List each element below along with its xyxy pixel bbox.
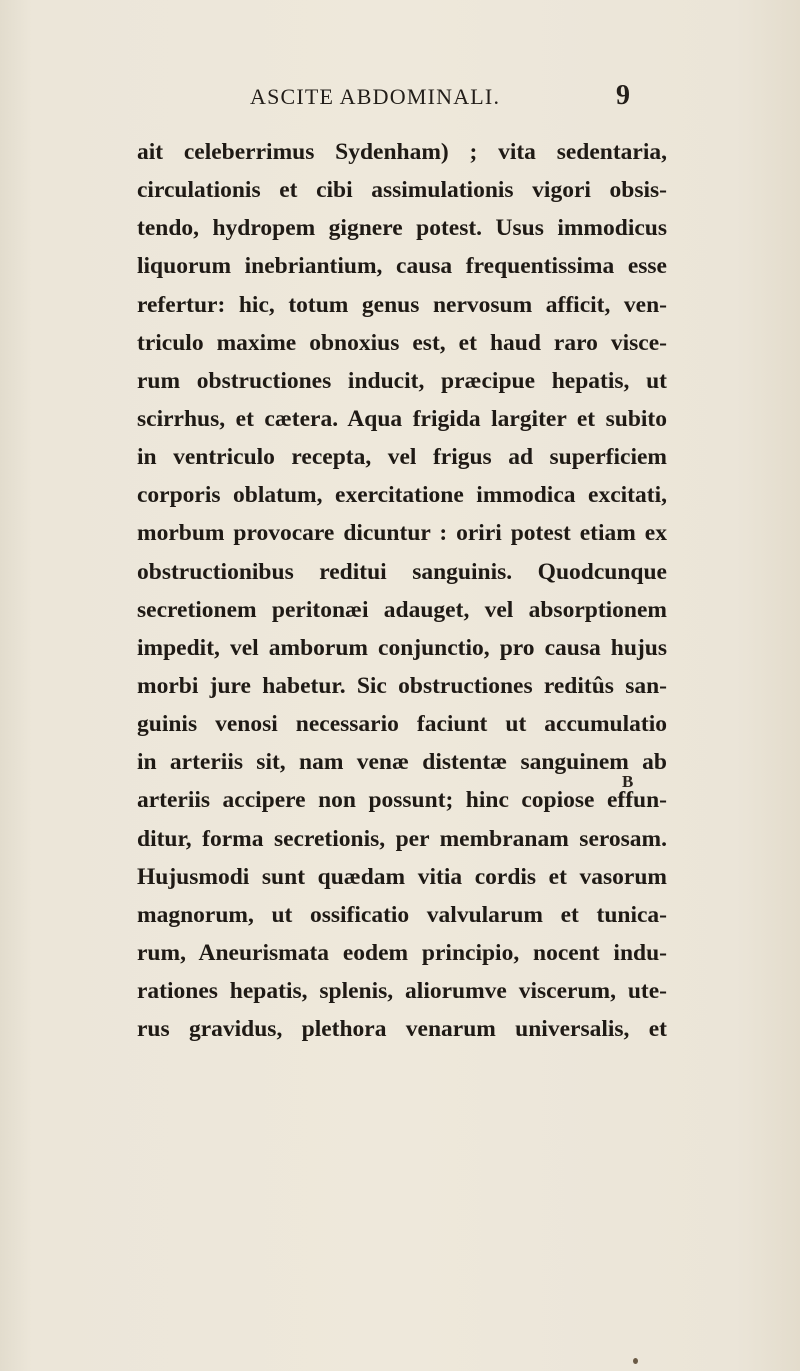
text-line: obstructionibus reditui sanguinis. Quodcunque: [137, 558, 667, 585]
ink-speck: [633, 1358, 638, 1364]
text-line: guinis venosi necessario faciunt ut accumulatio: [137, 711, 667, 738]
text-line: secretionem peritonæi adauget, vel absorptionem: [137, 596, 667, 623]
running-head: [0, 80, 800, 114]
text-line: in arteriis sit, nam venæ distentæ sanguinem ab: [137, 749, 667, 776]
text-line: arteriis accipere non possunt; hinc copiose effun-: [137, 787, 667, 814]
text-line: liquorum inebriantium, causa frequentissima esse: [137, 253, 667, 280]
text-line: rum, Aneurismata eodem principio, nocent indu-: [137, 939, 667, 966]
text-line: morbum provocare dicuntur : oriri potest etiam ex: [137, 520, 667, 547]
text-line: tendo, hydropem gignere potest. Usus immodicus: [137, 215, 667, 242]
text-line: ditur, forma secretionis, per membranam serosam.: [137, 825, 667, 852]
text-line: refertur: hic, totum genus nervosum afficit, ven-: [137, 291, 667, 318]
text-line: impedit, vel amborum conjunctio, pro causa hujus: [137, 634, 667, 661]
text-line: ait celeberrimus Sydenham) ; vita sedentaria,: [137, 139, 667, 165]
text-line: rum obstructiones inducit, præcipue hepatis, ut: [137, 367, 667, 394]
text-line: corporis oblatum, exercitatione immodica excitati,: [137, 482, 667, 509]
text-line: rus gravidus, plethora venarum universalis, et: [137, 1016, 667, 1043]
text-line: scirrhus, et cætera. Aqua frigida largiter et subito: [137, 405, 667, 432]
page-number: 9: [616, 80, 630, 111]
text-line: in ventriculo recepta, vel frigus ad superficiem: [137, 444, 667, 471]
text-line: Hujusmodi sunt quædam vitia cordis et vasorum: [137, 863, 667, 890]
body-text: [137, 133, 667, 1048]
text-line: morbi jure habetur. Sic obstructiones reditûs san-: [137, 672, 667, 699]
text-line: circulationis et cibi assimulationis vigori obsis-: [137, 177, 667, 204]
running-title: ASCITE ABDOMINALI.: [250, 84, 501, 109]
signature-mark: B: [622, 772, 634, 791]
text-line: rationes hepatis, splenis, aliorumve viscerum, ute-: [137, 978, 667, 1005]
text-line: triculo maxime obnoxius est, et haud raro visce-: [137, 329, 667, 356]
text-line: magnorum, ut ossificatio valvularum et tunica-: [137, 901, 667, 928]
